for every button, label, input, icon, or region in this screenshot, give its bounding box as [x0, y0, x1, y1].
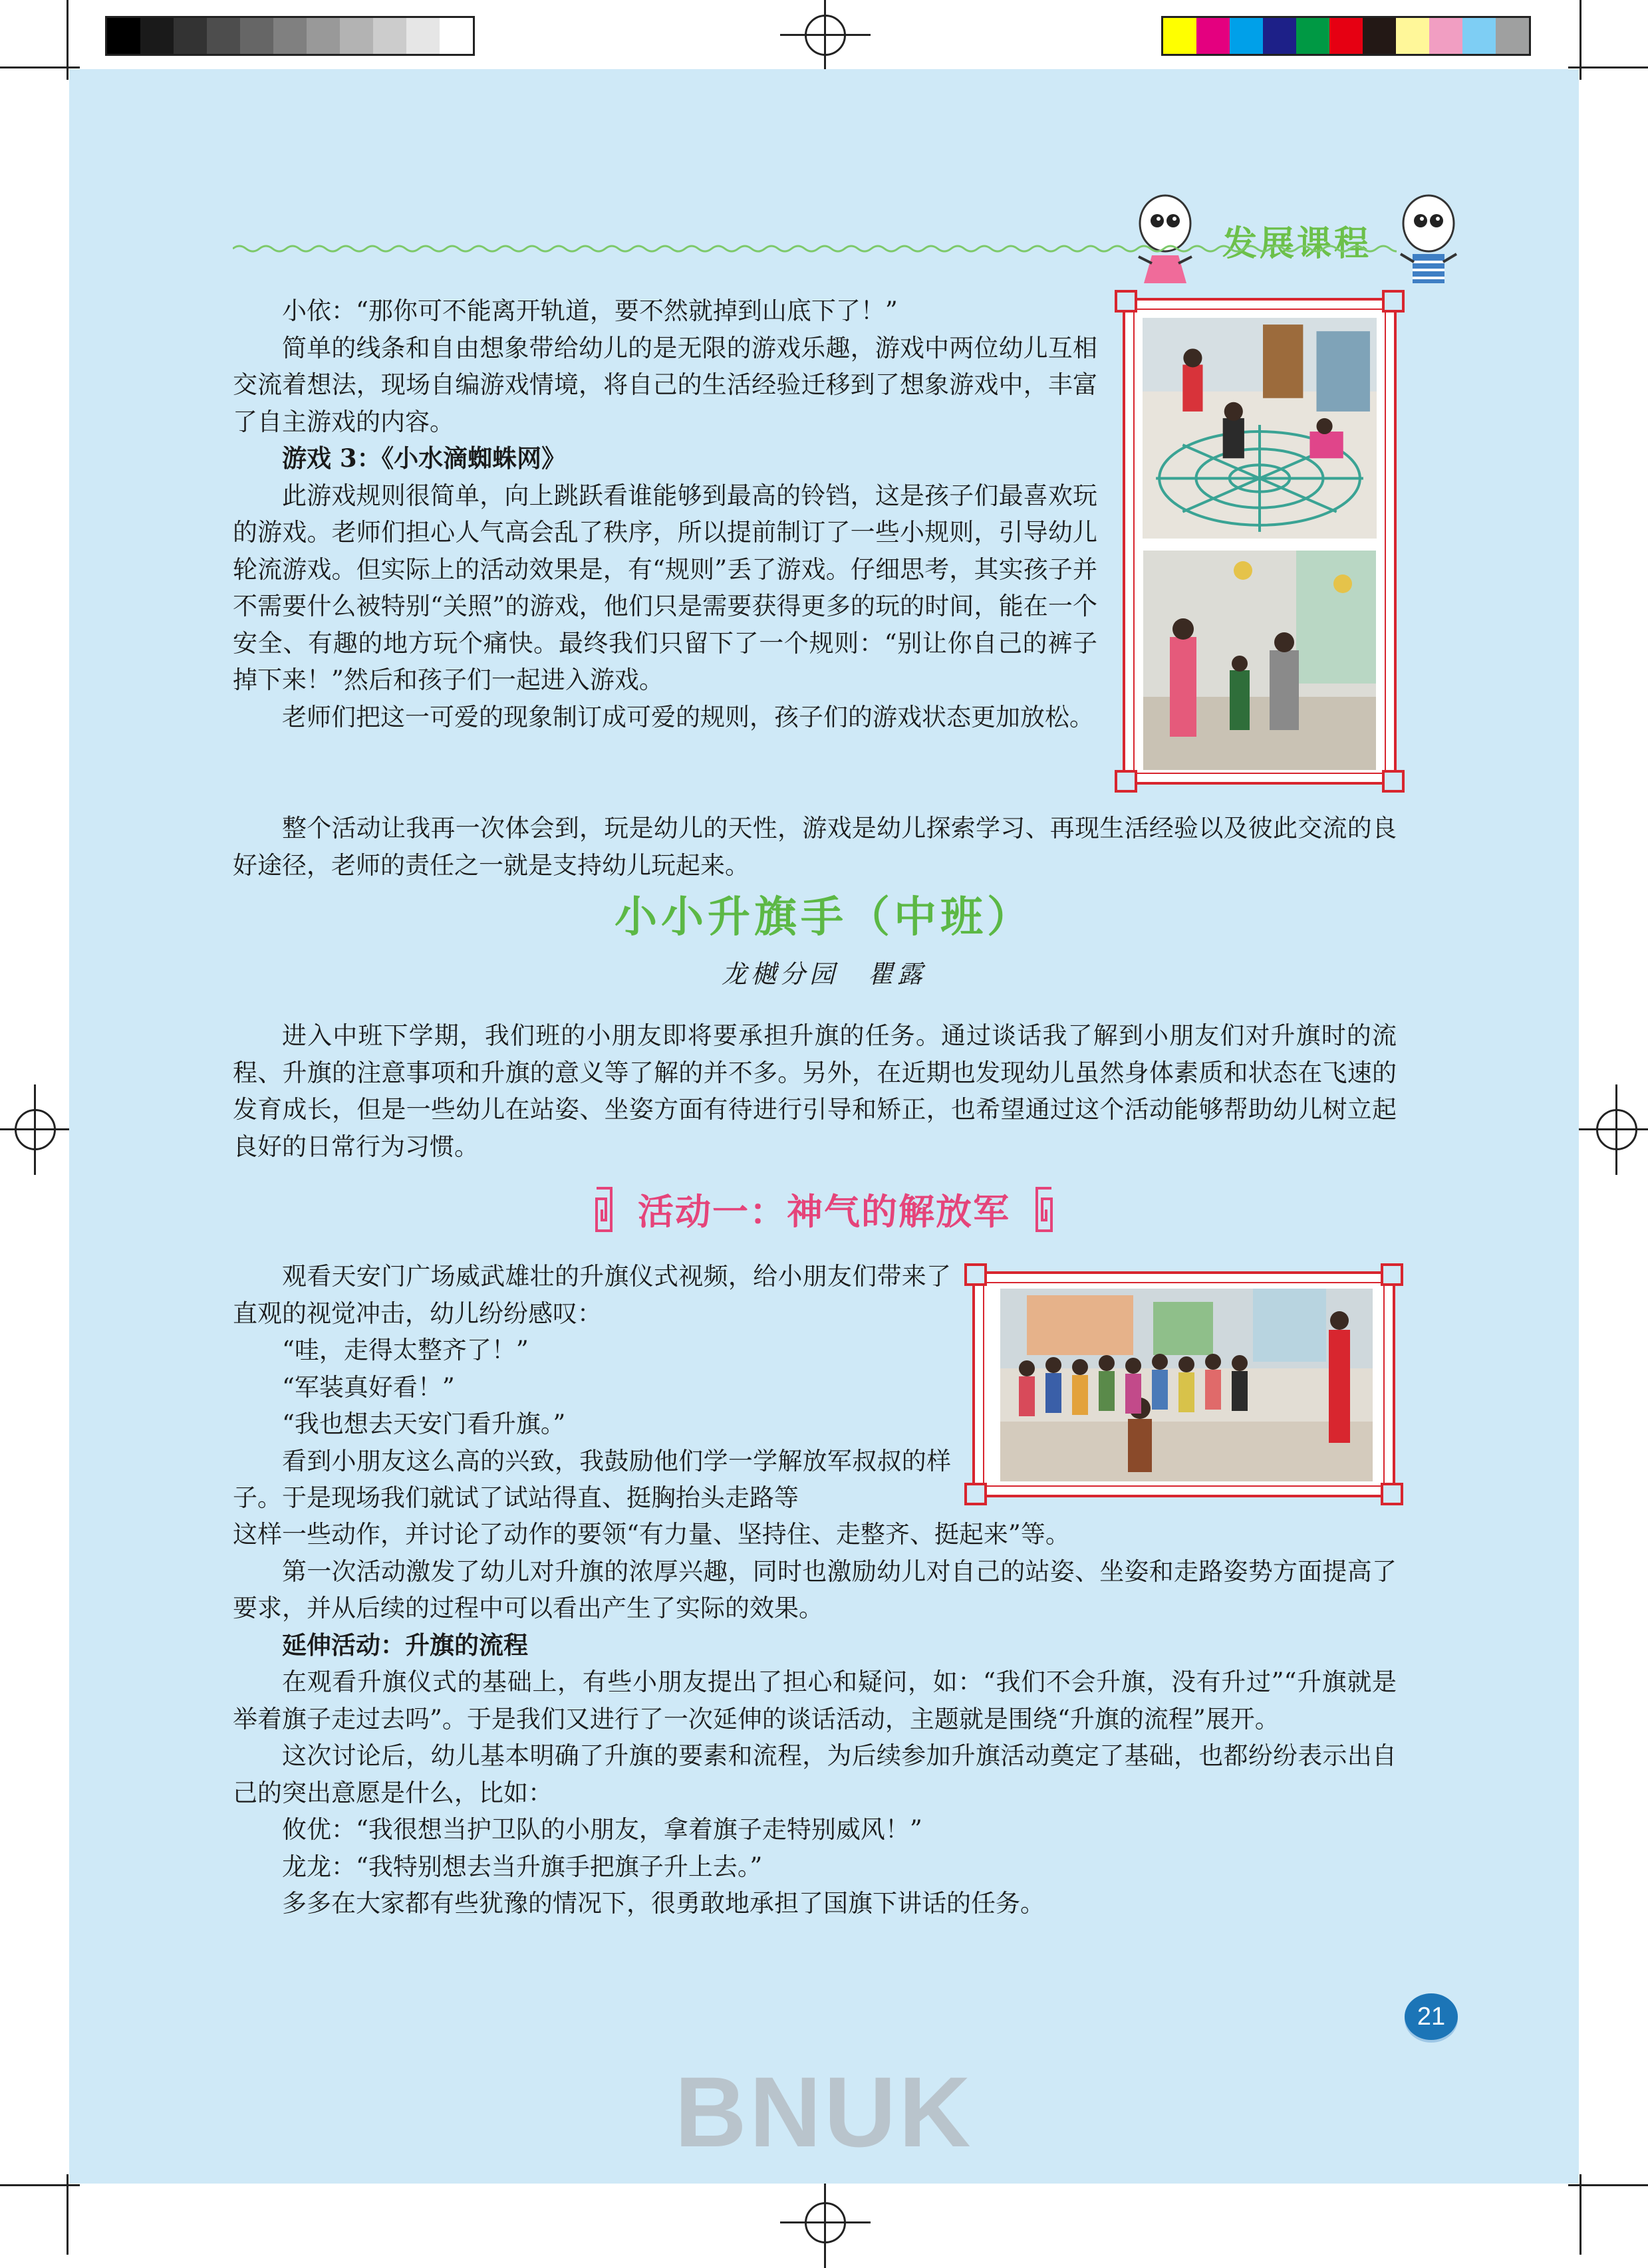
- paragraph: 龙龙：“我特别想去当升旗手把旗子升上去。”: [282, 1852, 763, 1881]
- crop-mark: [67, 2174, 69, 2255]
- photo-children-lineup: [1000, 1289, 1373, 1481]
- activity-text-full: [233, 1516, 1397, 1922]
- registration-mark: [805, 15, 846, 56]
- header-brand: [1125, 190, 1468, 290]
- page-number: 21: [1405, 1993, 1458, 2040]
- subheading: 游戏 3：《小水滴蜘蛛网》: [282, 443, 567, 473]
- paragraph: 多多在大家都有些犹豫的情况下，很勇敢地承担了国旗下讲话的任务。: [282, 1889, 1045, 1918]
- crop-mark: [0, 66, 80, 68]
- paragraph: 整个活动让我再一次体会到，玩是幼儿的天性，游戏是幼儿探索学习、再现生活经验以及彼此交流的良好途径，老师的责任之一就是支持幼儿玩起来。: [233, 814, 1397, 880]
- crop-mark: [1568, 2184, 1648, 2186]
- photo-frame: [1123, 298, 1397, 785]
- subheading: 延伸活动：升旗的流程: [282, 1630, 528, 1660]
- paragraph: 老师们把这一可爱的现象制订成可爱的规则，孩子们的游戏状态更加放松。: [282, 702, 1094, 731]
- paragraph: 小依：“那你可不能离开轨道，要不然就掉到山底下了！”: [282, 297, 898, 325]
- section-title: 活动一：神气的解放军: [638, 1191, 1010, 1233]
- registration-mark: [15, 1109, 56, 1150]
- top-article-text: [233, 293, 1097, 735]
- top-article-conclusion: [233, 810, 1397, 884]
- paragraph: “军装真好看！”: [282, 1372, 455, 1402]
- paragraph: “哇，走得太整齐了！”: [282, 1336, 529, 1364]
- fret-ornament-icon: [594, 1186, 614, 1233]
- paragraph: 这样一些动作，并讨论了动作的要领“有力量、坚持住、走整齐、挺起来”等。: [233, 1520, 1070, 1549]
- paragraph: 攸优：“我很想当护卫队的小朋友，拿着旗子走特别威风！”: [282, 1815, 922, 1844]
- header-wave-divider: [233, 242, 1397, 255]
- crop-mark: [1568, 66, 1648, 68]
- photo-spiderweb-game: [1143, 318, 1377, 539]
- paragraph: 此游戏规则很简单，向上跳跃看谁能够到最高的铃铛，这是孩子们最喜欢玩的游戏。老师们担心人气高会乱了秩序，所以提前制订了一些小规则，引导幼儿轮流游戏。但实际上的活动效果是，有“规则”丢了游戏。仔细思考，其实孩子并不需要什么被特别“关照”的游戏，他们只是需要获得更多的玩的时间，能在一个安全、有趣的地方玩个痛快。最终我们只留下了一个规则：“别让你自己的裤子掉下来！”然后和孩子们一起进入游戏。: [233, 481, 1097, 694]
- mascot-boy-icon: [1389, 190, 1468, 290]
- paragraph: 观看天安门广场威武雄壮的升旗仪式视频，给小朋友们带来了直观的视觉冲击，幼儿纷纷感叹：: [233, 1262, 951, 1328]
- photo-jumping-game: [1143, 551, 1377, 770]
- watermark: BNUK: [674, 2056, 974, 2168]
- paragraph: 看到小朋友这么高的兴致，我鼓励他们学一学解放军叔叔的样子。于是现场我们就试了试站得直、挺胸抬头走路等: [233, 1446, 951, 1512]
- crop-mark: [0, 2184, 80, 2186]
- paragraph: 简单的线条和自由想象带给幼儿的是无限的游戏乐趣，游戏中两位幼儿互相交流着想法，现场自编游戏情境，将自己的生活经验迁移到了想象游戏中，丰富了自主游戏的内容。: [233, 333, 1097, 436]
- paragraph: 在观看升旗仪式的基础上，有些小朋友提出了担心和疑问，如：“我们不会升旗，没有升过”“升旗就是举着旗子走过去吗”。于是我们又进行了一次延伸的谈话活动，主题就是围绕“升旗的流程”展开。: [233, 1668, 1397, 1733]
- registration-mark: [1596, 1109, 1637, 1150]
- paragraph: 进入中班下学期，我们班的小朋友即将要承担升旗的任务。通过谈话我了解到小朋友们对升旗时的流程、升旗的注意事项和升旗的意义等了解的并不多。另外，在近期也发现幼儿虽然身体素质和状态在飞速的发育成长，但是一些幼儿在站姿、坐姿方面有待进行引导和矫正，也希望通过这个活动能够帮助幼儿树立起良好的日常行为习惯。: [233, 1021, 1397, 1161]
- section-heading: [69, 1184, 1579, 1235]
- paragraph: 第一次活动激发了幼儿对升旗的浓厚兴趣，同时也激励幼儿对自己的站姿、坐姿和走路姿势方面提高了要求，并从后续的过程中可以看出产生了实际的效果。: [233, 1557, 1397, 1622]
- activity-text-left: [233, 1258, 951, 1517]
- paragraph: “我也想去天安门看升旗。”: [282, 1410, 566, 1438]
- fret-ornament-icon: [1034, 1186, 1054, 1233]
- article-intro: [233, 1017, 1397, 1165]
- header-title: 发展课程: [1222, 223, 1371, 264]
- color-calibration-bar: [1161, 16, 1531, 56]
- registration-mark: [805, 2202, 846, 2243]
- crop-mark: [1579, 2174, 1581, 2255]
- photo-frame: [972, 1271, 1395, 1497]
- mascot-girl-icon: [1125, 190, 1205, 290]
- article-author: 龙樾分园 瞿露: [721, 959, 926, 989]
- grayscale-calibration-bar: [105, 16, 475, 56]
- paragraph: 这次讨论后，幼儿基本明确了升旗的要素和流程，为后续参加升旗活动奠定了基础，也都纷纷表示出自己的突出意愿是什么，比如：: [233, 1741, 1397, 1807]
- article-title: 小小升旗手（中班）: [615, 893, 1033, 942]
